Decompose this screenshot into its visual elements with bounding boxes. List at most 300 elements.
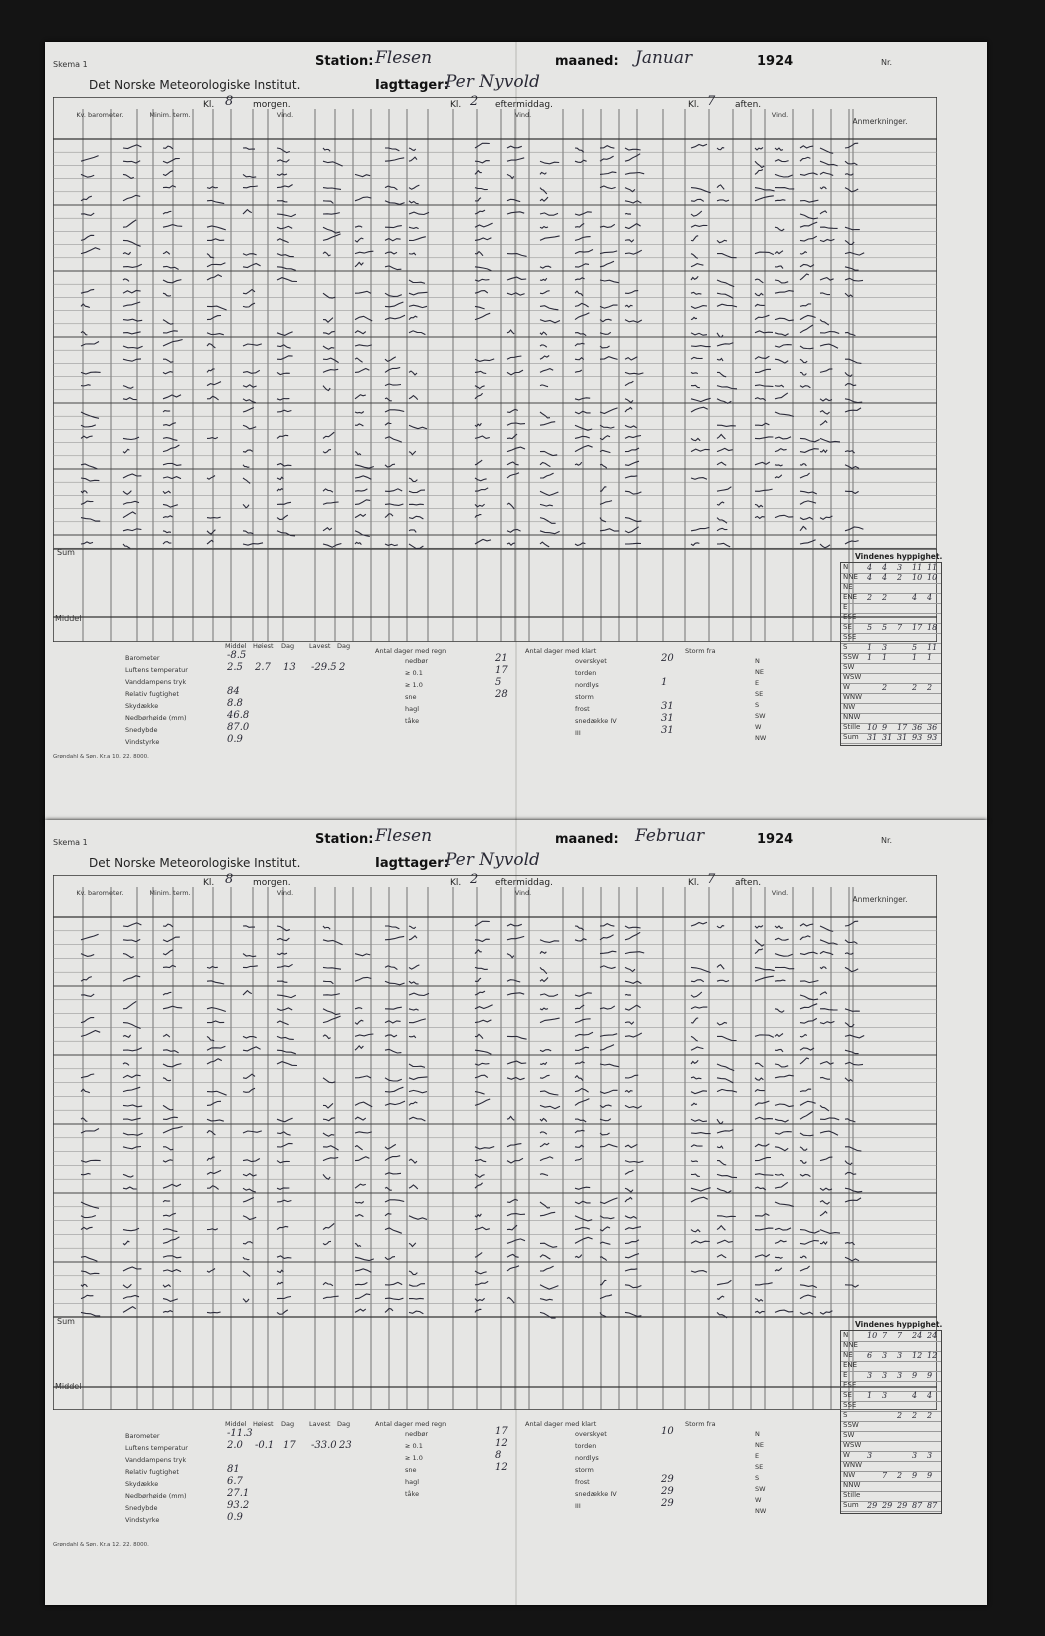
handwriting-stroke [540,531,560,534]
handwriting-stroke [475,171,482,175]
wind-direction-label: ENE [843,593,858,601]
handwriting-stroke [800,1111,813,1119]
handwriting-stroke [81,934,99,940]
mean-label: Middel [55,614,82,623]
handwriting-stroke [277,239,289,243]
wind-frequency-value: 24 [927,1331,938,1340]
handwriting-stroke [820,332,839,334]
handwriting-stroke [409,201,419,204]
handwriting-stroke [540,952,546,954]
handwriting-stroke [600,186,616,189]
summary-extreme-value: -33.0 [311,1440,337,1451]
col-wind-header: Vind. [276,889,294,897]
handwriting-stroke [123,544,130,549]
handwriting-stroke [475,238,491,241]
handwriting-stroke [163,477,181,479]
handwriting-stroke [575,425,592,430]
handwriting-stroke [355,238,363,242]
handwriting-stroke [775,1202,794,1207]
handwriting-stroke [625,357,637,360]
handwriting-stroke [475,386,485,389]
kl-morning-hour: 8 [225,94,234,109]
wind-frequency-value: 1 [927,653,933,662]
handwriting-stroke [625,436,641,439]
wind-direction-label: SW [843,1431,855,1439]
wind-frequency-value: 5 [882,623,888,632]
handwriting-stroke [207,1229,218,1230]
handwriting-stroke [207,382,221,386]
handwriting-stroke [775,227,784,231]
handwriting-stroke [163,340,183,347]
handwriting-stroke [507,1144,521,1147]
handwriting-stroke [81,425,96,427]
handwriting-stroke [717,343,733,346]
handwriting-stroke [540,994,558,996]
handwriting-stroke [163,950,173,955]
handwriting-stroke [820,399,832,401]
wind-direction-label: NW [843,1471,856,1479]
handwriting-stroke [163,1184,181,1188]
remarks-header: Anmerkninger. [852,895,908,904]
handwriting-stroke [163,186,176,188]
handwriting-stroke [717,185,724,190]
handwriting-stroke [775,359,788,363]
wind-frequency-value: 29 [867,1501,878,1510]
handwriting-stroke [507,1225,517,1230]
wind-direction-label: Sum [843,733,859,741]
handwriting-stroke [277,1118,293,1122]
handwriting-stroke [755,1311,765,1313]
handwriting-stroke [717,926,724,928]
clear-row-label: frost [575,1478,590,1486]
handwriting-stroke [800,236,817,241]
handwriting-stroke [355,542,361,544]
handwriting-stroke [507,423,525,425]
handwriting-stroke [277,345,291,348]
observation-sheet-january [45,42,987,822]
rain-row-label: ≥ 1.0 [405,681,423,689]
handwriting-stroke [409,1102,417,1105]
handwriting-stroke [775,148,783,150]
handwriting-stroke [475,1063,489,1065]
clear-row-count: 31 [661,713,674,724]
handwriting-stroke [540,451,557,455]
handwriting-stroke [277,926,290,931]
handwriting-stroke [625,1188,633,1192]
wind-direction-label: SSW [843,653,859,661]
handwriting-stroke [507,936,524,939]
handwriting-stroke [845,491,859,493]
handwriting-stroke [207,1021,224,1023]
handwriting-stroke [385,1298,403,1300]
handwriting-stroke [820,450,827,453]
handwriting-stroke [540,197,548,201]
handwriting-stroke [691,333,707,335]
handwriting-stroke [123,501,139,504]
handwriting-stroke [775,160,789,162]
handwriting-stroke [163,491,171,493]
handwriting-stroke [163,438,177,441]
handwriting-stroke [755,1035,774,1038]
handwriting-stroke [323,450,331,453]
handwriting-stroke [600,261,614,267]
wind-direction-label: Stille [843,723,861,731]
handwriting-stroke [163,531,171,533]
wind-direction-label: N [843,1331,849,1339]
sum-label: Sum [57,548,75,557]
handwriting-stroke [243,1074,255,1078]
handwriting-stroke [540,291,550,294]
wind-frequency-value: 36 [927,723,938,732]
handwriting-stroke [625,1033,642,1037]
handwriting-stroke [800,372,806,375]
wind-frequency-value: 2 [897,1411,903,1420]
handwriting-stroke [575,212,592,216]
handwriting-stroke [540,1050,551,1052]
handwriting-stroke [691,254,698,259]
handwriting-stroke [277,1021,289,1025]
handwriting-stroke [540,385,548,387]
handwriting-stroke [123,1001,136,1008]
wind-frequency-value: 11 [912,563,923,572]
handwriting-stroke [600,924,614,927]
handwriting-stroke [475,1271,487,1274]
handwriting-stroke [755,161,764,167]
handwriting-stroke [323,252,331,256]
handwriting-stroke [323,1103,333,1108]
handwriting-stroke [123,1284,131,1288]
kl-evening-label: Kl. [688,878,700,888]
handwriting-stroke [123,1296,139,1299]
kl-evening-label: Kl. [688,100,700,110]
handwriting-stroke [507,503,514,509]
handwriting-stroke [625,154,640,162]
wind-frequency-value: 2 [897,1471,903,1480]
wind-direction-label: NNW [843,1481,861,1489]
handwriting-stroke [600,1006,615,1009]
clear-row-count: 20 [661,653,674,664]
handwriting-stroke [475,1253,482,1258]
handwriting-stroke [163,171,173,176]
handwriting-stroke [575,1089,589,1093]
handwriting-stroke [800,1256,806,1258]
handwriting-stroke [845,1243,855,1245]
wind-direction-label: SW [843,663,855,671]
handwriting-stroke [775,1104,794,1107]
handwriting-stroke [475,161,490,163]
handwriting-stroke [409,1159,417,1163]
handwriting-stroke [409,1271,417,1275]
handwriting-stroke [820,239,834,241]
wind-frequency-value: 87 [912,1501,923,1510]
handwriting-stroke [475,1075,488,1078]
handwriting-stroke [507,254,527,257]
wind-frequency-value: 3 [927,1451,933,1460]
handwriting-stroke [575,370,582,372]
handwriting-stroke [475,539,491,544]
handwriting-stroke [475,967,488,969]
handwriting-stroke [163,225,182,228]
handwriting-stroke [385,1282,402,1285]
handwriting-stroke [81,491,87,494]
handwriting-stroke [800,325,813,333]
handwriting-stroke [800,1058,809,1064]
handwriting-stroke [355,977,371,981]
handwriting-stroke [800,146,813,148]
handwriting-stroke [81,1216,96,1218]
handwriting-stroke [81,1129,99,1134]
handwriting-stroke [540,278,547,280]
handwriting-stroke [277,174,287,176]
kl-evening-hour: 7 [707,94,716,109]
handwriting-stroke [123,346,143,348]
handwriting-stroke [775,188,794,189]
handwriting-stroke [123,1087,140,1091]
handwriting-stroke [123,252,131,254]
handwriting-stroke [820,320,829,325]
storm-row-label: W [755,1496,762,1504]
summary-mean-value: 0.9 [227,1512,243,1523]
handwriting-stroke [600,319,612,321]
handwriting-stroke [123,195,140,201]
handwriting-stroke [775,412,794,417]
handwriting-stroke [800,526,806,530]
summary-col-header: Dag [281,642,295,650]
handwriting-stroke [323,1174,330,1179]
handwriting-stroke [355,954,370,956]
handwriting-stroke [691,980,704,982]
handwriting-stroke [775,1310,793,1312]
handwriting-stroke [691,449,710,452]
summary-row-label: Skydække [125,702,159,710]
wind-frequency-value: 3 [897,563,903,572]
wind-frequency-value: 1 [912,653,918,662]
handwriting-stroke [625,224,641,229]
morning-label: morgen. [253,878,291,888]
wind-frequency-value: 2 [927,683,933,692]
handwriting-stroke [755,188,775,191]
handwriting-stroke [409,1090,427,1092]
handwriting-stroke [775,1119,789,1122]
handwriting-stroke [475,393,483,399]
handwriting-stroke [845,1119,855,1122]
handwriting-stroke [540,332,547,335]
rain-row-count: 12 [495,1438,508,1449]
handwriting-stroke [355,1243,361,1246]
clear-row-label: III [575,1502,581,1510]
handwriting-stroke [600,280,619,283]
handwriting-stroke [717,528,727,531]
handwriting-stroke [800,222,817,227]
handwriting-stroke [81,1256,97,1261]
handwriting-stroke [475,279,489,281]
handwriting-stroke [409,993,429,995]
handwriting-stroke [81,1018,94,1023]
handwriting-stroke [323,1296,339,1298]
form-code: Skema 1 [53,838,88,847]
handwriting-stroke [820,278,834,281]
handwriting-stroke [717,386,737,389]
handwriting-stroke [540,1255,550,1259]
handwriting-stroke [625,967,635,971]
wind-direction-label: ESE [843,1381,857,1389]
handwriting-stroke [385,423,391,425]
clear-row-label: torden [575,1442,597,1450]
handwriting-stroke [600,501,612,505]
handwriting-stroke [625,214,631,215]
wind-frequency-value: 11 [927,563,938,572]
summary-row-label: Luftens temperatur [125,1444,188,1452]
handwriting-stroke [600,1227,610,1231]
handwriting-stroke [323,161,343,166]
wind-direction-label: S [843,643,848,651]
handwriting-stroke [475,371,486,373]
handwriting-stroke [820,1311,832,1314]
handwriting-stroke [277,148,290,153]
number-label: Nr. [881,58,893,67]
handwriting-stroke [207,187,218,189]
handwriting-stroke [691,398,711,401]
handwriting-stroke [775,1257,783,1258]
handwriting-stroke [507,199,520,201]
handwriting-stroke [625,1312,641,1316]
handwriting-stroke [355,1020,363,1024]
handwriting-stroke [475,991,485,995]
handwriting-stroke [845,174,853,175]
handwriting-stroke [409,305,427,307]
handwriting-stroke [717,1036,737,1040]
observation-sheet-february [45,820,987,1605]
handwriting-stroke [717,462,726,465]
handwriting-stroke [717,1226,725,1231]
summary-extreme-value: 13 [283,662,296,673]
wind-direction-label: NNE [843,573,858,581]
handwriting-stroke [600,529,619,531]
handwriting-stroke [717,333,723,337]
handwriting-stroke [575,398,590,400]
handwriting-stroke [600,1216,614,1219]
summary-col-header: Dag [281,1420,295,1428]
handwriting-stroke [207,344,215,348]
handwriting-stroke [123,449,129,453]
handwriting-stroke [575,224,584,228]
handwriting-stroke [540,369,553,373]
handwriting-stroke [409,316,417,319]
handwriting-stroke [385,384,401,386]
wind-direction-label: WNW [843,1461,863,1469]
station-value: Flesen [375,826,433,846]
wind-frequency-value: 6 [867,1351,873,1360]
handwriting-stroke [600,408,618,414]
handwriting-stroke [81,156,99,162]
handwriting-stroke [355,424,363,426]
handwriting-stroke [163,1229,177,1232]
handwriting-stroke [355,1309,366,1312]
mean-label: Middel [55,1382,82,1391]
handwriting-stroke [575,1216,592,1221]
handwriting-stroke [691,1161,698,1162]
handwriting-stroke [243,344,262,346]
handwriting-stroke [81,332,87,336]
summary-col-header: Middel [225,642,247,650]
rain-row-count: 17 [495,1426,508,1437]
handwriting-stroke [355,1102,372,1107]
wind-frequency-value: 3 [897,1351,903,1360]
handwriting-stroke [385,315,405,319]
handwriting-stroke [540,213,558,215]
summary-mean-value: 81 [227,1464,240,1475]
handwriting-stroke [845,451,855,453]
handwriting-stroke [755,437,773,439]
handwriting-stroke [355,1184,366,1188]
kl-afternoon-label: Kl. [450,100,462,110]
handwriting-stroke [207,275,222,280]
handwriting-stroke [385,1200,404,1202]
wind-frequency-value: 1 [882,653,888,662]
handwriting-stroke [540,1132,547,1134]
handwriting-stroke [475,978,481,981]
handwriting-stroke [355,1146,363,1150]
handwriting-stroke [323,188,341,190]
handwriting-stroke [691,1091,707,1094]
handwriting-stroke [540,1119,547,1122]
wind-frequency-value: 5 [867,623,873,632]
handwriting-stroke [575,1032,593,1036]
summary-extreme-value: 17 [283,1440,296,1451]
handwriting-stroke [355,1202,364,1204]
storm-row-label: SE [755,690,764,698]
handwriting-stroke [277,1036,294,1039]
handwriting-stroke [355,1034,373,1036]
handwriting-stroke [845,143,858,148]
handwriting-stroke [540,266,551,268]
handwriting-stroke [755,504,763,507]
handwriting-stroke [323,369,338,372]
wind-frequency-value: 1 [867,643,873,652]
handwriting-stroke [243,1198,254,1203]
wind-frequency-value: 2 [882,593,888,602]
handwriting-stroke [163,1201,170,1202]
handwriting-stroke [540,967,547,973]
handwriting-stroke [243,1242,253,1244]
handwriting-stroke [575,462,582,465]
handwriting-stroke [81,1118,87,1122]
handwriting-stroke [243,531,253,534]
handwriting-stroke [243,1216,256,1220]
summary-mean-value: 2.0 [227,1440,243,1451]
wind-frequency-value: 4 [867,573,873,582]
handwriting-stroke [355,514,366,517]
handwriting-stroke [717,1161,726,1165]
day-counts [375,653,835,757]
handwriting-stroke [277,938,289,941]
handwriting-stroke [845,1078,853,1082]
handwriting-stroke [277,1227,288,1230]
wind-frequency-value: 4 [882,563,888,572]
handwriting-stroke [277,410,291,412]
handwriting-stroke [800,952,818,954]
handwriting-stroke [385,266,401,270]
handwriting-stroke [409,148,416,151]
handwriting-stroke [717,1119,723,1123]
handwriting-stroke [207,981,224,984]
handwriting-stroke [81,1089,90,1093]
handwriting-stroke [755,423,769,425]
handwriting-stroke [820,369,832,373]
handwriting-stroke [540,491,558,495]
rain-row-label: hagl [405,705,420,713]
handwriting-stroke [475,291,488,294]
